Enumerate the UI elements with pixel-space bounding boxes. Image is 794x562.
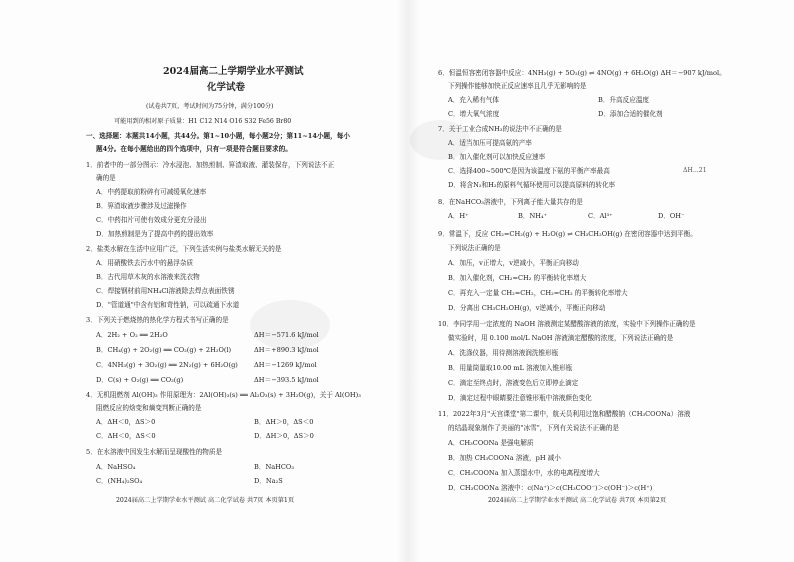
q8-option-d: D．OH⁻ <box>658 212 685 220</box>
q3-option-c-enthalpy: ΔH＝−1269 kJ/mol <box>254 361 317 369</box>
q10-option-b: B．用量筒量取10.00 mL 溶液加入锥形瓶 <box>448 364 573 372</box>
question-5: 5．在水溶液中因发生水解而呈现酸性的物质是 <box>86 448 223 456</box>
question-1-cont: 确的是 <box>96 174 116 182</box>
q1-option-d: D．加热煎制是为了提高中药的提出效率 <box>96 230 214 238</box>
q10-option-d: D．滴定过程中眼睛要注意锥形瓶中溶液颜色变化 <box>448 394 592 402</box>
q11-option-d: D．CH₃COONa 溶液中：c(Na⁺)＞c(CH₃COO⁻)＞c(OH⁻)＞c(H⁺) <box>448 484 653 492</box>
q4-option-a: A．ΔH＜0，ΔS＞0 <box>96 418 156 426</box>
q6-option-c: C．增大氧气浓度 <box>448 110 500 118</box>
exam-title: 2024届高二上学期学业水平测试 <box>163 66 304 77</box>
q9-option-b: B．加入催化剂，CH₂=CH₂ 的平衡转化率增大 <box>448 274 587 282</box>
page-footer: 2024届高二上学期学业水平测试 高二化学试卷 共7页 本页第1页 <box>116 497 295 504</box>
q9-option-c: C．再充入一定量 CH₂=CH₂，CH₂=CH₂ 的平衡转化率增大 <box>448 289 628 297</box>
q3-option-d: D．C(s) + O₂(g) ══ CO₂(g) <box>96 376 184 384</box>
q1-option-b: B．箅渣取液步骤涉及过滤操作 <box>96 202 187 210</box>
question-3: 3．下列关于燃烧热的热化学方程式书写正确的是 <box>86 316 229 324</box>
question-9-cont: 下列说法正确的是 <box>448 244 501 252</box>
question-11: 11．2022年3月"天宫课堂"第二课中，航天员利用过饱和醋酸钠（CH₃COONa）溶液 <box>438 410 691 418</box>
q11-option-a: A．CH₃COONa 是强电解质 <box>448 439 534 447</box>
q9-option-a: A．加压，v正增大，v逆减小，平衡正向移动 <box>448 259 579 267</box>
q1-option-a: A．中药提取前粉碎有可减缓氧化速率 <box>96 188 207 196</box>
exam-subtitle: 化学试卷 <box>207 82 246 93</box>
question-9: 9．常温下，反应 CH₂=CH₂(g) + H₂O(g) ⇌ CH₃CH₂OH(g) 在密闭容器中达到平衡。 <box>438 230 697 238</box>
q3-option-a-enthalpy: ΔH＝−571.6 kJ/mol <box>254 331 319 339</box>
q5-option-a: A．NaHSO₄ <box>96 463 136 471</box>
q11-option-b: B．加热 CH₃COONa 溶液，pH 减小 <box>448 454 561 462</box>
question-6: 6．恒温恒容密闭容器中反应：4NH₃(g) + 5O₂(g) ⇌ 4NO(g) + 6H₂O(g) ΔH＝−907 kJ/mol。 <box>438 69 726 77</box>
q3-option-c: C．4NH₃(g) + 3O₂(g) ══ 2N₂(g) + 6H₂O(g) <box>96 361 238 369</box>
q7-option-d: D．将含N₂和H₂的原料气循环使用可以提高原料的转化率 <box>448 181 616 189</box>
q8-option-c: C．Al³⁺ <box>588 212 613 220</box>
q3-option-b-enthalpy: ΔH＝+890.3 kJ/mol <box>254 346 319 354</box>
q10-option-c: C．滴定至终点时，溶液变色后立即停止滴定 <box>448 379 579 387</box>
section-heading: 一、选择题：本题共14小题，共44分。第1~10小题，每小题2分；第11~14小题，每小 <box>86 132 350 140</box>
q4-option-c: C．ΔH＜0，ΔS＜0 <box>96 432 156 440</box>
q4-option-b: B．ΔH＞0，ΔS＜0 <box>254 418 314 426</box>
question-10: 10．李同学用一定浓度的 NaOH 溶液测定某醋酸溶液的浓度，实验中下列操作正确的是 <box>438 320 696 328</box>
q3-option-d-enthalpy: ΔH＝−393.5 kJ/mol <box>254 376 319 384</box>
q2-option-a: A．用硝酸铁去污水中的悬浮杂质 <box>96 259 194 267</box>
q1-option-c: C．中药扣片可使有效成分更充分浸出 <box>96 216 207 224</box>
q3-option-a: A．2H₂ + O₂ ══ 2H₂O <box>96 331 168 339</box>
q5-option-c: C．(NH₄)₂SO₄ <box>96 477 143 485</box>
q7-option-b: B．加入催化剂可以加快反应速率 <box>448 153 546 161</box>
question-1: 1．前者中的一部分图示：冷水浸泡、加热煎制、箅渣取液、灌装保存，下列说法不正 <box>86 161 335 169</box>
question-2: 2．盐类水解在生活中应用广泛，下列生活实例与盐类水解无关的是 <box>86 245 282 253</box>
scan-stain <box>250 300 330 350</box>
q9-option-d: D．分离出 CH₃CH₂OH(g)，v逆减小，平衡正向移动 <box>448 304 606 312</box>
q6-option-a: A．充入稀有气体 <box>448 96 499 104</box>
q2-option-c: C．焊接钢材前用NH₄Cl溶液除去焊点表面铁锈 <box>96 287 235 295</box>
q10-option-a: A．洗涤仪器，用待测溶液润洗锥形瓶 <box>448 349 559 357</box>
q3-option-b: B．CH₄(g) + 2O₂(g) ══ CO₂(g) + 2H₂O(l) <box>96 346 232 354</box>
margin-note: ΔH...21 <box>683 167 707 174</box>
q5-option-b: B．NaHCO₃ <box>254 463 294 471</box>
q2-option-b: B．古代用草木灰的水溶液来洗衣物 <box>96 273 200 281</box>
q6-option-d: D．添加合适的催化剂 <box>598 110 663 118</box>
section-heading-cont: 题4分。在每小题给出的四个选项中，只有一项是符合题目要求的。 <box>96 145 292 153</box>
q6-option-b: B．升高反应温度 <box>598 96 650 104</box>
question-8: 8．在NaHCO₃溶液中，下列离子能大量共存的是 <box>438 198 583 206</box>
question-4: 4．无机阻燃剂 Al(OH)₃ 作用原理为：2Al(OH)₃(s) ══ Al₂O₃(s) + 3H₂O(g)，关于 Al(OH)₃ <box>86 391 361 399</box>
q4-option-d: D．ΔH＞0，ΔS＞0 <box>254 432 314 440</box>
page-footer: 2024届高二上学期学业水平测试 高二化学试卷 共7页 本页第2页 <box>488 497 667 504</box>
atomic-masses: 可能用到的相对原子质量：H1 C12 N14 O16 S32 Fe56 Br80 <box>114 118 292 125</box>
q7-option-a: A．适当加压可提高氨的产率 <box>448 139 532 147</box>
exam-note: (试卷共7页，考试时间为75分钟，满分100分) <box>146 103 274 110</box>
question-10-cont: 做实验时，用 0.100 mol/L NaOH 溶液滴定醋酸的浓度，下列说法正确的是 <box>448 334 674 342</box>
question-11-cont: 的结晶现象制作了美丽的"冰雪"，下列有关说法不正确的是 <box>448 424 619 432</box>
question-6-cont: 下列操作能够加快正反应速率且几乎无影响的是 <box>448 82 587 90</box>
q2-option-d: D．"管道通"中含有铝和苛性钠，可以疏通下水道 <box>96 301 240 309</box>
q8-option-b: B．NH₄⁺ <box>518 212 548 220</box>
q5-option-d: D．Na₂S <box>254 477 283 485</box>
question-7: 7．关于工业合成NH₃的说法中不正确的是 <box>438 125 562 133</box>
page-fold <box>396 0 420 562</box>
question-4-cont: 阻燃反应的焓变和熵变判断正确的是 <box>96 404 202 412</box>
q7-option-c: C．选择400~500℃是因为该温度下氨的平衡产率最高 <box>448 167 610 175</box>
q8-option-a: A．H⁺ <box>448 212 469 220</box>
q11-option-c: C．CH₃COONa 加入蒸馏水中，水的电离程度增大 <box>448 469 600 477</box>
